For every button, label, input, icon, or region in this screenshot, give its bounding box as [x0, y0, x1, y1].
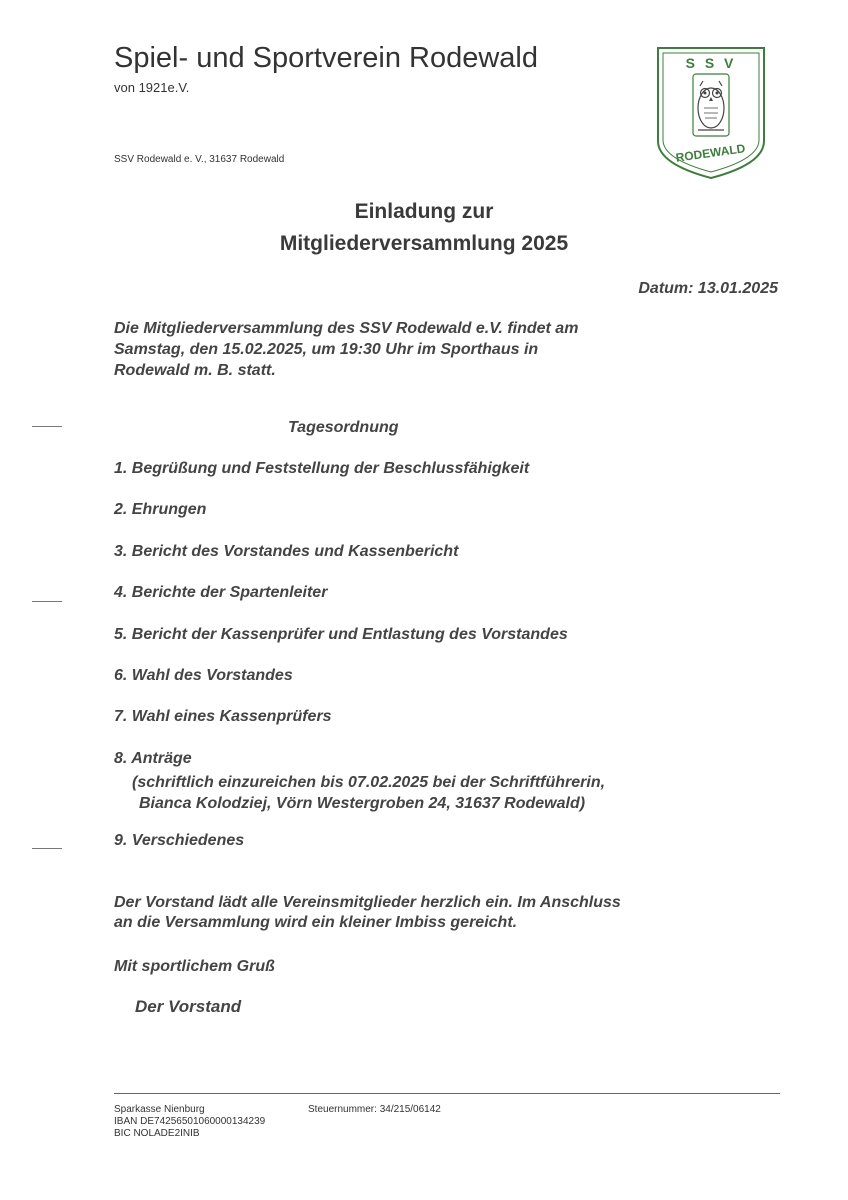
bank-details: [114, 1104, 265, 1140]
title-line-1: Einladung zur: [354, 200, 494, 223]
signature: Der Vorstand: [135, 997, 242, 1016]
logo-bottom-text: RODEWALD: [674, 141, 747, 165]
title-line-2: Mitgliederversammlung 2025: [279, 232, 569, 255]
logo-top-text: S S V: [685, 55, 737, 71]
tax-number: Steuernummer: 34/215/06142: [308, 1104, 441, 1115]
margin-mark: [32, 426, 62, 427]
document-title: [0, 196, 848, 260]
agenda-item-2: 2. Ehrungen: [114, 501, 207, 518]
intro-line-2: Samstag, den 15.02.2025, um 19:30 Uhr im Sporthaus in: [114, 341, 539, 358]
club-logo: [656, 46, 766, 181]
org-subtitle: von 1921e.V.: [114, 80, 190, 95]
agenda-item-7: 7. Wahl eines Kassenprüfers: [114, 708, 332, 725]
bank-iban: IBAN DE74256501060000134239: [114, 1116, 266, 1127]
footer-divider: [114, 1093, 780, 1094]
agenda-item-8-detail-line-2: Bianca Kolodziej, Vörn Westergroben 24, 31637 Rodewald): [139, 795, 586, 812]
intro-line-1: Die Mitgliederversammlung des SSV Rodewald e.V. findet am: [114, 320, 579, 337]
agenda-item-8-detail-line-1: (schriftlich einzureichen bis 07.02.2025 bei der Schriftführerin,: [132, 774, 606, 791]
agenda-item-3: 3. Bericht des Vorstandes und Kassenbericht: [114, 543, 459, 560]
margin-mark: [32, 601, 62, 602]
intro-line-3: Rodewald m. B. statt.: [114, 362, 276, 379]
closing-line-2: an die Versammlung wird ein kleiner Imbiss gereicht.: [114, 914, 518, 931]
agenda-heading: Tagesordnung: [288, 419, 399, 436]
greeting: Mit sportlichem Gruß: [114, 958, 275, 975]
agenda-item-8: 8. Anträge: [114, 750, 192, 767]
agenda-item-8-detail: [132, 772, 605, 814]
org-name: Spiel- und Sportverein Rodewald: [114, 42, 538, 74]
agenda-item-4: 4. Berichte der Spartenleiter: [114, 584, 328, 601]
agenda-item-9: 9. Verschiedenes: [114, 832, 245, 849]
bank-name: Sparkasse Nienburg: [114, 1104, 205, 1115]
agenda-item-6: 6. Wahl des Vorstandes: [114, 667, 293, 684]
bank-bic: BIC NOLADE2INIB: [114, 1128, 200, 1139]
closing-line-1: Der Vorstand lädt alle Vereinsmitglieder herzlich ein. Im Anschluss: [114, 894, 621, 911]
agenda-item-1: 1. Begrüßung und Feststellung der Beschlussfähigkeit: [114, 460, 530, 477]
closing-paragraph: [114, 893, 714, 933]
intro-paragraph: [114, 318, 674, 381]
sender-address: SSV Rodewald e. V., 31637 Rodewald: [114, 154, 285, 165]
margin-mark: [32, 848, 62, 849]
agenda-item-5: 5. Bericht der Kassenprüfer und Entlastung des Vorstandes: [114, 626, 568, 643]
document-date: Datum: 13.01.2025: [638, 280, 778, 297]
